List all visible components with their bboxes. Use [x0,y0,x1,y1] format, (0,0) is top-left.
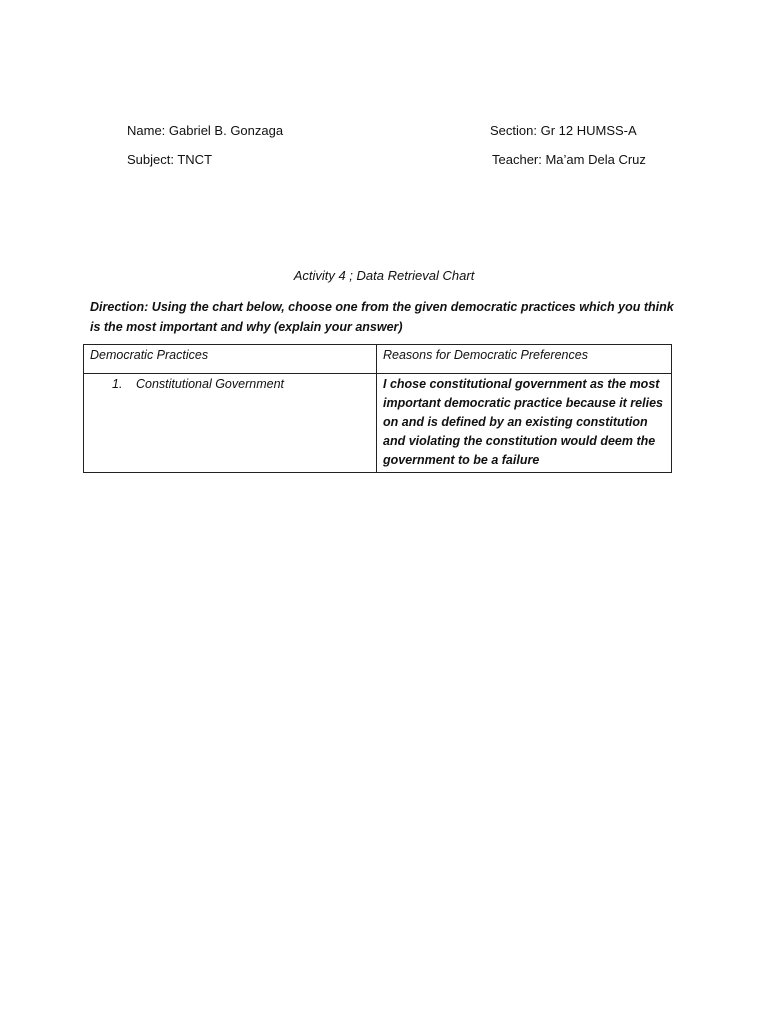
reason-cell: I chose constitutional government as the most important democratic practice because it relies on and is defined by an existing constitution and violating the constitution would deem the government to be a failure [377,374,672,473]
practice-label: Constitutional Government [136,377,284,391]
data-retrieval-chart [83,344,672,473]
subject-field: Subject: TNCT [127,152,213,167]
student-name: Name: Gabriel B. Gonzaga [127,123,284,138]
practice-cell [84,374,377,473]
student-section: Section: Gr 12 HUMSS-A [490,123,637,138]
table-header-row [84,345,672,374]
practice-number: 1. [112,377,123,391]
table-row [84,374,672,473]
column-header-reasons: Reasons for Democratic Preferences [377,345,672,374]
teacher-field: Teacher: Ma’am Dela Cruz [492,152,646,167]
column-header-practices: Democratic Practices [84,345,377,374]
direction-text: Direction: Using the chart below, choose one from the given democratic practices which you think is the most important and why (explain your answer) [90,300,674,334]
practice-item [90,375,284,394]
activity-title: Activity 4 ; Data Retrieval Chart [293,268,475,283]
